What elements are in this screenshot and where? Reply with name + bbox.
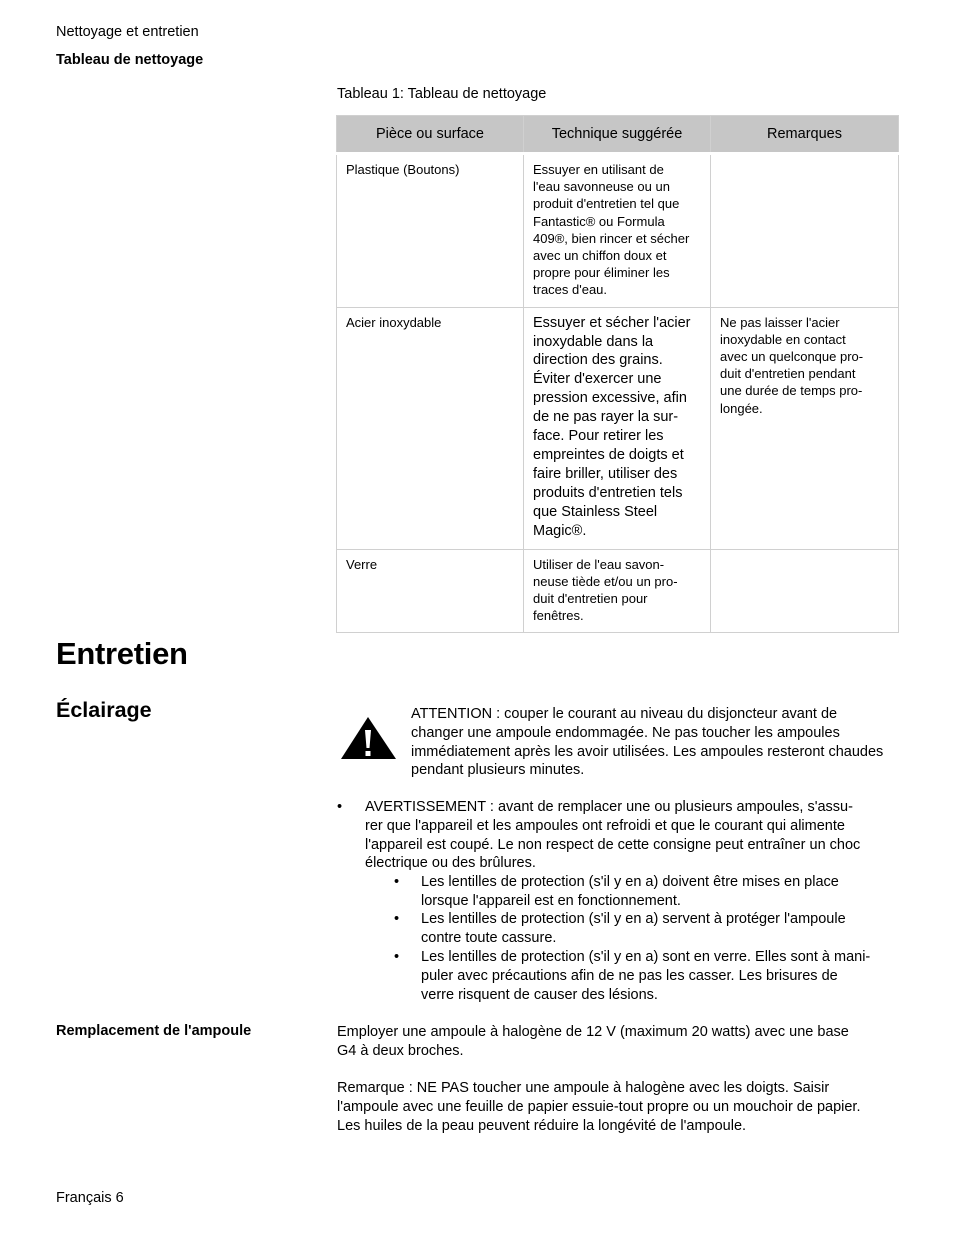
sub-bullet-text: Les lentilles de protection (s'il y en a) servent à protéger l'ampoule contre toute cassure. (421, 911, 846, 946)
section-title-remplacement: Remplacement de l'ampoule (56, 1023, 252, 1039)
cell-surface: Verre (337, 549, 524, 633)
cell-remarks (711, 549, 899, 633)
sub-bullet-text: Les lentilles de protection (s'il y en a) doivent être mises en place lorsque l'appareil est en fonctionnement. (421, 874, 839, 909)
section-title-eclairage: Éclairage (56, 698, 152, 722)
caution-text: ATTENTION : couper le courant au niveau du disjoncteur avant de changer une ampoule endommagée. Ne pas toucher les ampoules immédiatement après les avoir utilisées. Les ampoules resteront chaudes pendant plusieurs minutes. (411, 706, 884, 779)
running-header: Nettoyage et entretien (56, 24, 199, 40)
bullet-dot: • (394, 911, 400, 927)
cell-remarks: Ne pas laisser l'acier inoxydable en contact avec un quelconque pro- duit d'entretien pendant une durée de temps pro- longée. (711, 307, 899, 549)
table-header-row (337, 116, 899, 154)
bulb-spec-paragraph: Employer une ampoule à halogène de 12 V (maximum 20 watts) avec une base G4 à deux broches. (337, 1024, 849, 1059)
warning-triangle-icon (340, 715, 398, 761)
cell-surface: Acier inoxydable (337, 307, 524, 549)
cleaning-table (336, 115, 899, 633)
cell-remarks (711, 154, 899, 308)
bullet-dot: • (394, 874, 400, 890)
column-header-remarks: Remarques (711, 116, 899, 154)
cell-technique: Essuyer en utilisant de l'eau savonneuse ou un produit d'entretien tel que Fantastic® ou Formula 409®, bien rincer et sécher avec un chiffon doux et propre pour éliminer les traces d'eau. (524, 154, 711, 308)
cell-surface: Plastique (Boutons) (337, 154, 524, 308)
table-row (337, 307, 899, 549)
bulb-note-paragraph: Remarque : NE PAS toucher une ampoule à halogène avec les doigts. Saisir l'ampoule avec une feuille de papier essuie-tout propre ou un mouchoir de papier. Les huiles de la peau peuvent réduire la longévité de l'ampoule. (337, 1080, 861, 1134)
column-header-technique: Technique suggérée (524, 116, 711, 154)
section-subheading: Tableau de nettoyage (56, 52, 204, 68)
bullet-dot: • (337, 799, 343, 815)
chapter-title: Entretien (56, 636, 188, 671)
bullet-dot: • (394, 949, 400, 965)
page-footer: Français 6 (56, 1190, 124, 1206)
sub-bullet-text: Les lentilles de protection (s'il y en a) sont en verre. Elles sont à mani- puler avec précautions afin de ne pas les casser. Les brisures de verre risquent de causer des lésions. (421, 949, 871, 1003)
warning-bullet-text: AVERTISSEMENT : avant de remplacer une ou plusieurs ampoules, s'assu- rer que l'appareil et les ampoules ont refroidi et que le courant qui alimente l'appareil est coupé. Le non respect de cette consigne peut entraîner un choc électrique ou des brûlures. (365, 799, 861, 872)
table-caption: Tableau 1: Tableau de nettoyage (337, 86, 547, 102)
table-row (337, 549, 899, 633)
cell-technique: Essuyer et sécher l'acier inoxydable dans la direction des grains. Éviter d'exercer une pression excessive, afin de ne pas rayer la sur- face. Pour retirer les empreintes de doigts et faire briller, utiliser des produits d'entretien tels que Stainless Steel Magic®. (524, 307, 711, 549)
table-row (337, 154, 899, 308)
column-header-surface: Pièce ou surface (337, 116, 524, 154)
cell-technique: Utiliser de l'eau savon- neuse tiède et/ou un pro- duit d'entretien pour fenêtres. (524, 549, 711, 633)
